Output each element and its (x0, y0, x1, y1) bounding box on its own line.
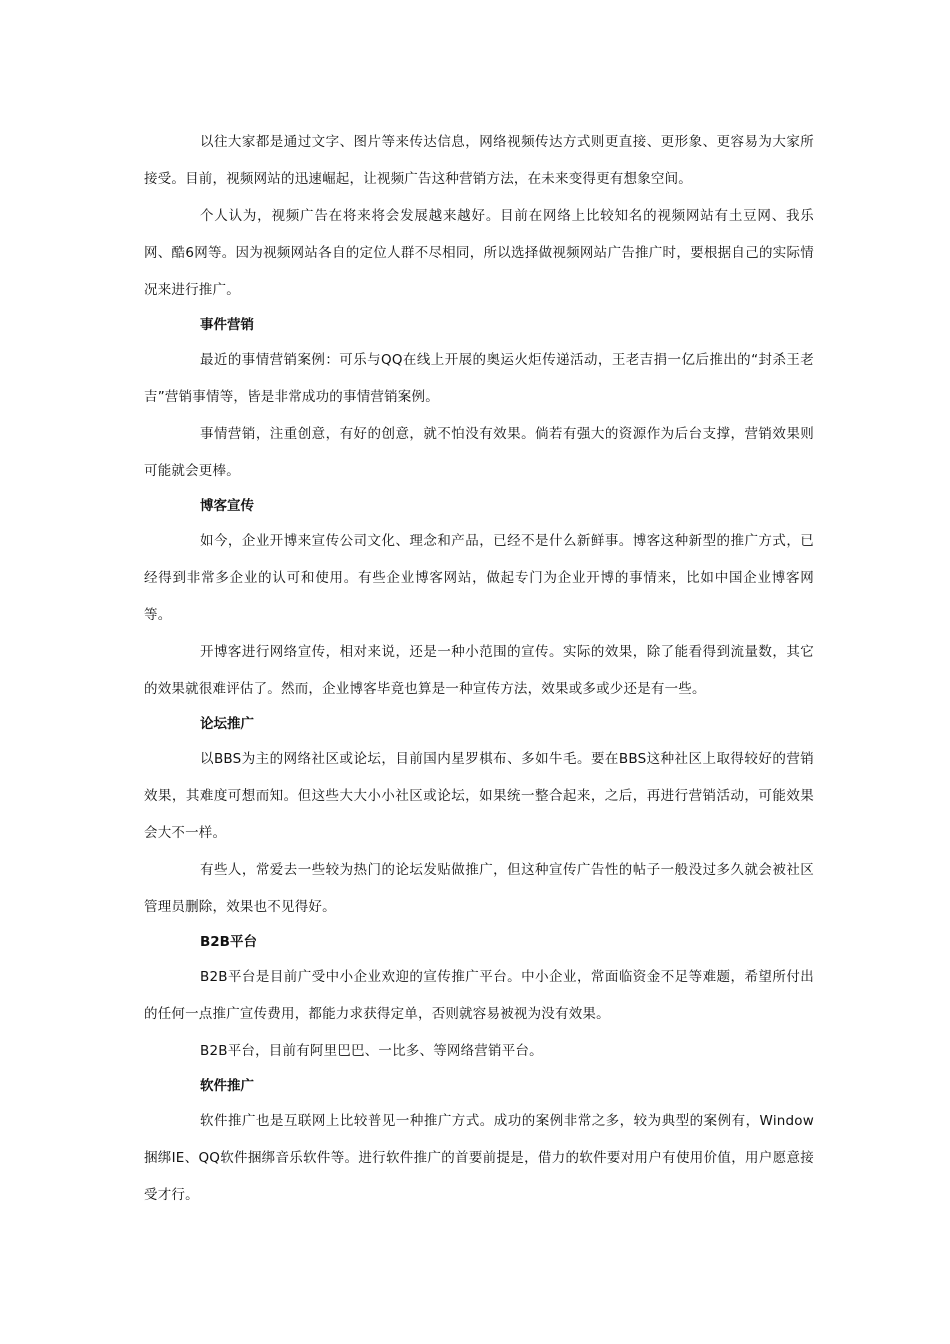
section-heading-event-marketing: 事件营销 (200, 317, 254, 333)
paragraph: 个人认为，视频广告在将来将会发展越来越好。目前在网络上比较知名的视频网站有土豆网、我乐网、酷6网等。因为视频网站各自的定位人群不尽相同，所以选择做视频网站广告推广时，要根据自己的实际情况来进行推广。 (144, 208, 814, 298)
paragraph: B2B平台，目前有阿里巴巴、一比多、等网络营销平台。 (200, 1043, 543, 1059)
paragraph: 软件推广也是互联网上比较普见一种推广方式。成功的案例非常之多，较为典型的案例有，Window捆绑IE、QQ软件捆绑音乐软件等。进行软件推广的首要前提是，借力的软件要对用户有使用价值，用户愿意接受才行。 (144, 1113, 814, 1203)
paragraph: 以往大家都是通过文字、图片等来传达信息，网络视频传达方式则更直接、更形象、更容易为大家所接受。目前，视频网站的迅速崛起，让视频广告这种营销方法，在未来变得更有想象空间。 (144, 134, 814, 187)
section-heading-software-promotion: 软件推广 (200, 1078, 254, 1094)
paragraph: 开博客进行网络宣传，相对来说，还是一种小范围的宣传。实际的效果，除了能看得到流量数，其它的效果就很难评估了。然而，企业博客毕竟也算是一种宣传方法，效果或多或少还是有一些。 (144, 644, 814, 697)
section-heading-blog-promotion: 博客宣传 (200, 498, 254, 514)
paragraph: 有些人，常爱去一些较为热门的论坛发贴做推广，但这种宣传广告性的帖子一般没过多久就会被社区管理员删除，效果也不见得好。 (144, 862, 814, 915)
section-heading-b2b-platform: B2B平台 (200, 934, 257, 950)
document-page (144, 124, 814, 1214)
section-heading-forum-promotion: 论坛推广 (200, 716, 254, 732)
paragraph: B2B平台是目前广受中小企业欢迎的宣传推广平台。中小企业，常面临资金不足等难题，希望所付出的任何一点推广宣传费用，都能力求获得定单，否则就容易被视为没有效果。 (144, 969, 814, 1022)
paragraph: 事情营销，注重创意，有好的创意，就不怕没有效果。倘若有强大的资源作为后台支撑，营销效果则可能就会更棒。 (144, 426, 814, 479)
paragraph: 以BBS为主的网络社区或论坛，目前国内星罗棋布、多如牛毛。要在BBS这种社区上取得较好的营销效果，其难度可想而知。但这些大大小小社区或论坛，如果统一整合起来，之后，再进行营销活动，可能效果会大不一样。 (144, 751, 814, 841)
paragraph: 最近的事情营销案例：可乐与QQ在线上开展的奥运火炬传递活动，王老吉捐一亿后推出的“封杀王老吉”营销事情等，皆是非常成功的事情营销案例。 (144, 352, 814, 405)
paragraph: 如今，企业开博来宣传公司文化、理念和产品，已经不是什么新鲜事。博客这种新型的推广方式，已经得到非常多企业的认可和使用。有些企业博客网站，做起专门为企业开博的事情来，比如中国企业博客网等。 (144, 533, 814, 623)
